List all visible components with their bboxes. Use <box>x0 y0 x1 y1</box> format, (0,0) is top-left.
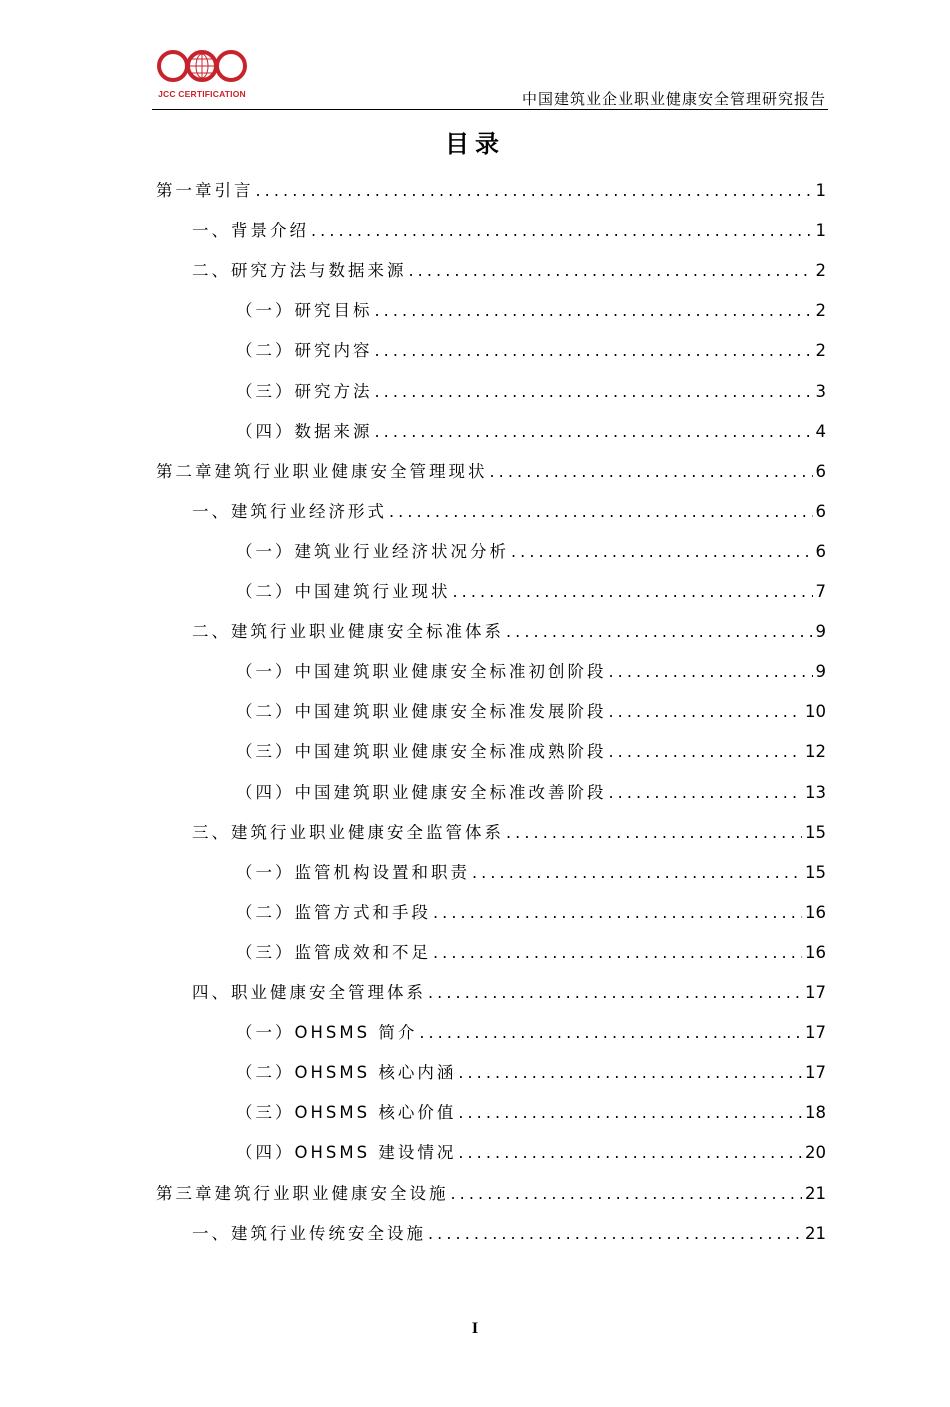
toc-leader-dots <box>389 497 813 527</box>
toc-entry-label: 第三章建筑行业职业健康安全设施 <box>156 1183 449 1203</box>
toc-entry[interactable] <box>192 1219 826 1249</box>
toc-entry-page: 7 <box>815 582 826 601</box>
toc-entry-label: （二）中国建筑职业健康安全标准发展阶段 <box>236 702 607 722</box>
toc-entry-page: 9 <box>815 622 826 642</box>
toc-entry-label: 一、建筑行业传统安全设施 <box>192 1223 426 1243</box>
toc-leader-dots <box>506 617 813 647</box>
toc-entry[interactable] <box>236 1058 826 1088</box>
toc-entry-page: 12 <box>805 742 826 762</box>
toc-entry-page: 2 <box>815 301 826 321</box>
toc-entry[interactable] <box>236 938 826 968</box>
toc-entry-page: 6 <box>815 501 826 521</box>
toc-leader-dots <box>375 417 813 447</box>
toc-entry[interactable] <box>236 577 826 607</box>
toc-entry-label: （四）数据来源 <box>236 421 373 441</box>
toc-leader-dots <box>375 336 813 366</box>
toc-entry-label: （三）中国建筑职业健康安全标准成熟阶段 <box>236 742 607 762</box>
toc-entry-label: （四）OHSMS 建设情况 <box>236 1143 457 1163</box>
toc-entry-page: 17 <box>805 1063 826 1083</box>
toc-entry-label: 三、建筑行业职业健康安全监管体系 <box>192 822 504 842</box>
toc-leader-dots <box>375 377 813 407</box>
toc-entry[interactable] <box>236 737 826 767</box>
toc-entry-page: 2 <box>815 261 826 281</box>
toc-entry-page: 17 <box>805 983 826 1002</box>
toc-leader-dots <box>458 1058 802 1088</box>
toc-entry[interactable] <box>192 978 826 1008</box>
toc-entry[interactable] <box>156 176 826 206</box>
toc-leader-dots <box>458 1098 802 1128</box>
toc-leader-dots <box>490 457 813 487</box>
toc-entry-label: 四、职业健康安全管理体系 <box>192 983 426 1002</box>
toc-entry-page: 17 <box>805 1023 826 1043</box>
toc-entry[interactable] <box>236 377 826 407</box>
toc-entry-label: （一）OHSMS 简介 <box>236 1023 418 1043</box>
toc-entry-label: 一、建筑行业经济形式 <box>192 501 387 521</box>
toc-entry[interactable] <box>236 336 826 366</box>
toc-leader-dots <box>511 537 813 567</box>
toc-entry[interactable] <box>236 858 826 888</box>
logo-text: JCC CERTIFICATION <box>158 89 246 99</box>
toc-entry-label: （二）OHSMS 核心内涵 <box>236 1063 457 1083</box>
toc-entry-page: 13 <box>805 782 826 802</box>
toc-entry-page: 1 <box>815 181 826 200</box>
toc-entry-label: （三）研究方法 <box>236 381 373 401</box>
toc-entry-label: 二、建筑行业职业健康安全标准体系 <box>192 622 504 642</box>
toc-leader-dots <box>428 1219 802 1249</box>
toc-entry[interactable] <box>236 778 826 808</box>
toc-leader-dots <box>433 898 802 928</box>
toc-leader-dots <box>409 256 813 286</box>
toc-entry[interactable] <box>156 1179 826 1209</box>
toc-entry-label: （一）中国建筑职业健康安全标准初创阶段 <box>236 662 607 682</box>
toc-entry-label: （一）监管机构设置和职责 <box>236 862 470 882</box>
toc-entry-page: 10 <box>805 702 826 722</box>
toc-entry[interactable] <box>236 1018 826 1048</box>
toc-entry-page: 1 <box>815 221 826 241</box>
toc-leader-dots <box>506 818 802 848</box>
toc-entry-label: （三）监管成效和不足 <box>236 942 431 962</box>
toc-entry-page: 21 <box>805 1183 826 1203</box>
page-number: I <box>471 1320 479 1337</box>
toc-entry-page: 6 <box>815 461 826 481</box>
toc-entry-label: （二）中国建筑行业现状 <box>236 582 451 601</box>
toc-leader-dots <box>458 1138 802 1168</box>
toc-title: 目录 <box>445 130 505 158</box>
toc-leader-dots <box>419 1018 802 1048</box>
toc-entry[interactable] <box>236 898 826 928</box>
toc-entry-label: 第一章引言 <box>156 181 254 200</box>
toc-entry-page: 4 <box>815 421 826 441</box>
toc-entry-page: 21 <box>805 1223 826 1243</box>
toc-leader-dots <box>256 176 813 206</box>
toc-leader-dots <box>609 657 813 687</box>
toc-entry-page: 20 <box>805 1143 826 1163</box>
toc-leader-dots <box>609 778 803 808</box>
toc-leader-dots <box>609 737 803 767</box>
toc-entry-label: 二、研究方法与数据来源 <box>192 261 407 281</box>
toc-leader-dots <box>311 216 813 246</box>
toc-entry-label: 一、背景介绍 <box>192 221 309 241</box>
toc-entry-page: 6 <box>815 541 826 561</box>
toc-entry[interactable] <box>236 417 826 447</box>
toc-entry-page: 9 <box>815 662 826 682</box>
toc-entry-label: 第二章建筑行业职业健康安全管理现状 <box>156 461 488 481</box>
toc-entry-page: 2 <box>815 341 826 361</box>
toc-entry-page: 3 <box>815 381 826 401</box>
toc-entry-page: 15 <box>805 862 826 882</box>
toc-entry-page: 16 <box>805 902 826 922</box>
toc-entry-page: 18 <box>805 1103 826 1123</box>
toc-entry[interactable] <box>192 216 826 246</box>
header-title: 中国建筑业企业职业健康安全管理研究报告 <box>521 90 826 108</box>
toc-entry-label: （一）研究目标 <box>236 301 373 321</box>
toc-leader-dots <box>453 577 813 607</box>
toc-entry[interactable] <box>236 296 826 326</box>
toc-entry[interactable] <box>192 617 826 647</box>
toc-entry[interactable] <box>156 457 826 487</box>
toc-entry-label: （二）研究内容 <box>236 341 373 361</box>
toc-entry[interactable] <box>192 818 826 848</box>
toc-entry-label: （四）中国建筑职业健康安全标准改善阶段 <box>236 782 607 802</box>
toc-leader-dots <box>451 1179 803 1209</box>
toc-entry-label: （三）OHSMS 核心价值 <box>236 1103 457 1123</box>
toc-entry[interactable] <box>236 537 826 567</box>
toc-entry[interactable] <box>236 1138 826 1168</box>
toc-entry-label: （一）建筑业行业经济状况分析 <box>236 541 509 561</box>
toc-entry[interactable] <box>192 256 826 286</box>
toc-leader-dots <box>472 858 802 888</box>
toc-entry-label: （二）监管方式和手段 <box>236 902 431 922</box>
toc-entry-page: 16 <box>805 942 826 962</box>
toc-entry-page: 15 <box>805 822 826 842</box>
toc-entry[interactable] <box>236 1098 826 1128</box>
toc-leader-dots <box>375 296 813 326</box>
toc-entry[interactable] <box>236 657 826 687</box>
toc-leader-dots <box>433 938 802 968</box>
toc-entry[interactable] <box>236 697 826 727</box>
toc-leader-dots <box>428 978 802 1008</box>
toc-entry[interactable] <box>192 497 826 527</box>
toc-leader-dots <box>609 697 803 727</box>
